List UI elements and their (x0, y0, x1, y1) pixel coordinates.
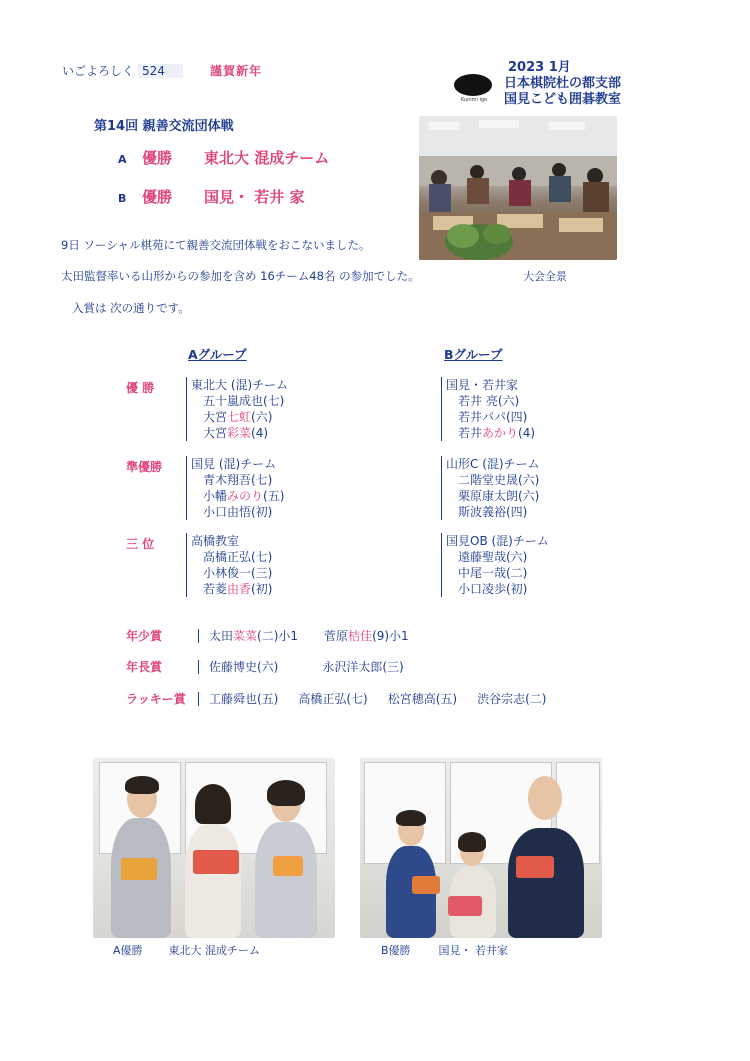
photo-a-caption (113, 942, 260, 958)
youngest-prize-label: 年少賞 (126, 629, 163, 643)
photo-a-label: A優勝 (113, 944, 143, 957)
winner-a-prize: 優勝 (142, 149, 173, 167)
result-third-group-b (441, 533, 549, 597)
photo-a-team: 東北大 混成チーム (168, 944, 261, 957)
eldest-prize-row (126, 658, 404, 675)
lucky-prize-label: ラッキー賞 (126, 692, 186, 706)
person-hair (458, 832, 486, 852)
youngest-prize-row (126, 627, 409, 644)
prize-gift (516, 856, 554, 878)
issue-number: 524 (138, 64, 183, 78)
event-title: 第14回 親善交流団体戦 (94, 119, 234, 134)
team-name: 国見・若井家 (446, 378, 519, 392)
photo-b-caption (381, 942, 508, 958)
member: 青木翔吾(七) (203, 473, 273, 487)
member: 小林俊一(三) (203, 566, 273, 580)
prize-first-label: 優 勝 (126, 381, 155, 395)
person (185, 824, 241, 938)
member: 斯波義裕(四) (458, 505, 528, 519)
lucky-entry-3: 松宮穂高(五) (387, 692, 458, 706)
winner-b-team: 国見・ 若井 家 (204, 188, 305, 206)
result-first-group-a (186, 377, 288, 441)
person-hair (396, 810, 426, 826)
org-header (504, 60, 621, 108)
member: 若井 亮(六) (458, 394, 520, 408)
youngest-entry-1: 太田菜菜(二)小1 (198, 629, 298, 643)
member: 若菱由香(初) (203, 582, 273, 596)
member: 五十嵐成也(七) (203, 394, 285, 408)
member: 高橋正弘(七) (203, 550, 273, 564)
person-hair (125, 776, 159, 794)
prize-gift (193, 850, 239, 874)
result-second-group-a (186, 456, 284, 520)
person-head (528, 776, 562, 820)
result-second-group-b (441, 456, 540, 520)
result-first-group-b (441, 377, 535, 441)
person-hair (267, 780, 305, 806)
prize-second-label: 準優勝 (126, 460, 163, 474)
lucky-entry-1: 工藤舜也(五) (198, 692, 278, 706)
prize-gift (448, 896, 482, 916)
member: 小幡みのり(五) (203, 489, 285, 503)
member: 栗原康太朗(六) (458, 489, 540, 503)
result-third-group-a (186, 533, 272, 597)
logo-caption: Kunimi igo (460, 97, 488, 103)
eldest-entry-1: 佐藤博史(六) (198, 660, 278, 674)
club-logo (454, 74, 494, 102)
winner-b-label: B (118, 192, 127, 205)
group-a-header: Aグループ (188, 347, 247, 362)
member: 大宮彩菜(4) (203, 426, 269, 440)
winner-a-team: 東北大 混成チーム (204, 149, 330, 167)
new-year-greeting: 謹賀新年 (210, 64, 263, 78)
newsletter-name: いごよろしく (62, 64, 135, 78)
lucky-entry-2: 高橋正弘(七) (298, 692, 368, 706)
photo-b-label: B優勝 (381, 944, 411, 957)
eldest-prize-label: 年長賞 (126, 660, 163, 674)
group-b-header: Bグループ (444, 347, 503, 362)
team-name: 高橋教室 (191, 534, 240, 548)
winner-a-label: A (118, 153, 127, 166)
member: 小口凌歩(初) (458, 582, 528, 596)
newsletter-label (62, 62, 183, 79)
eldest-entry-2: 永沢洋太郎(三) (322, 660, 404, 674)
member: 若井あかり(4) (458, 426, 536, 440)
intro-paragraph-2: 太田監督率いる山形からの参加を含め 16チーム48名 の参加でした。 (61, 269, 420, 283)
prize-gift (121, 858, 157, 880)
team-name: 国見 (混)チーム (191, 457, 277, 471)
intro-paragraph-3: 入賞は 次の通りです。 (72, 301, 190, 315)
winner-a (118, 147, 329, 168)
winner-b (118, 186, 304, 207)
person-hair (195, 784, 231, 824)
photo-b-team: 国見・ 若井家 (438, 944, 509, 957)
group-b-winner-photo (360, 758, 602, 938)
lucky-prize-row (126, 690, 547, 707)
intro-paragraph-1: 9日 ソーシャル棋苑にて親善交流団体戦をおこないました。 (61, 238, 371, 252)
hall-photo-caption: 大会全景 (523, 270, 567, 283)
team-name: 国見OB (混)チーム (446, 534, 549, 548)
issue-date: 2023 1月 (508, 60, 571, 75)
org-line-2: 国見こども囲碁教室 (504, 92, 622, 107)
member: 遠藤聖哉(六) (458, 550, 528, 564)
event-hall-photo (419, 116, 617, 260)
go-stone-icon (454, 74, 492, 96)
person (255, 822, 317, 938)
lucky-entry-4: 渋谷宗志(二) (477, 692, 547, 706)
member: 若井パパ(四) (458, 410, 528, 424)
prize-gift (273, 856, 303, 876)
member: 中尾一哉(二) (458, 566, 528, 580)
hall-scene-image (419, 116, 617, 260)
prize-gift (412, 876, 440, 894)
member: 小口由悟(初) (203, 505, 273, 519)
prize-third-label: 三 位 (126, 537, 155, 551)
group-a-winner-photo (93, 758, 335, 938)
member: 二階堂史晟(六) (458, 473, 540, 487)
org-line-1: 日本棋院杜の都支部 (504, 76, 622, 91)
winner-b-prize: 優勝 (142, 188, 173, 206)
person (508, 828, 584, 938)
member: 大宮七虹(六) (203, 410, 273, 424)
team-name: 東北大 (混)チーム (191, 378, 289, 392)
youngest-entry-2: 菅原桔佳(9)小1 (324, 629, 409, 643)
team-name: 山形C (混)チーム (446, 457, 540, 471)
